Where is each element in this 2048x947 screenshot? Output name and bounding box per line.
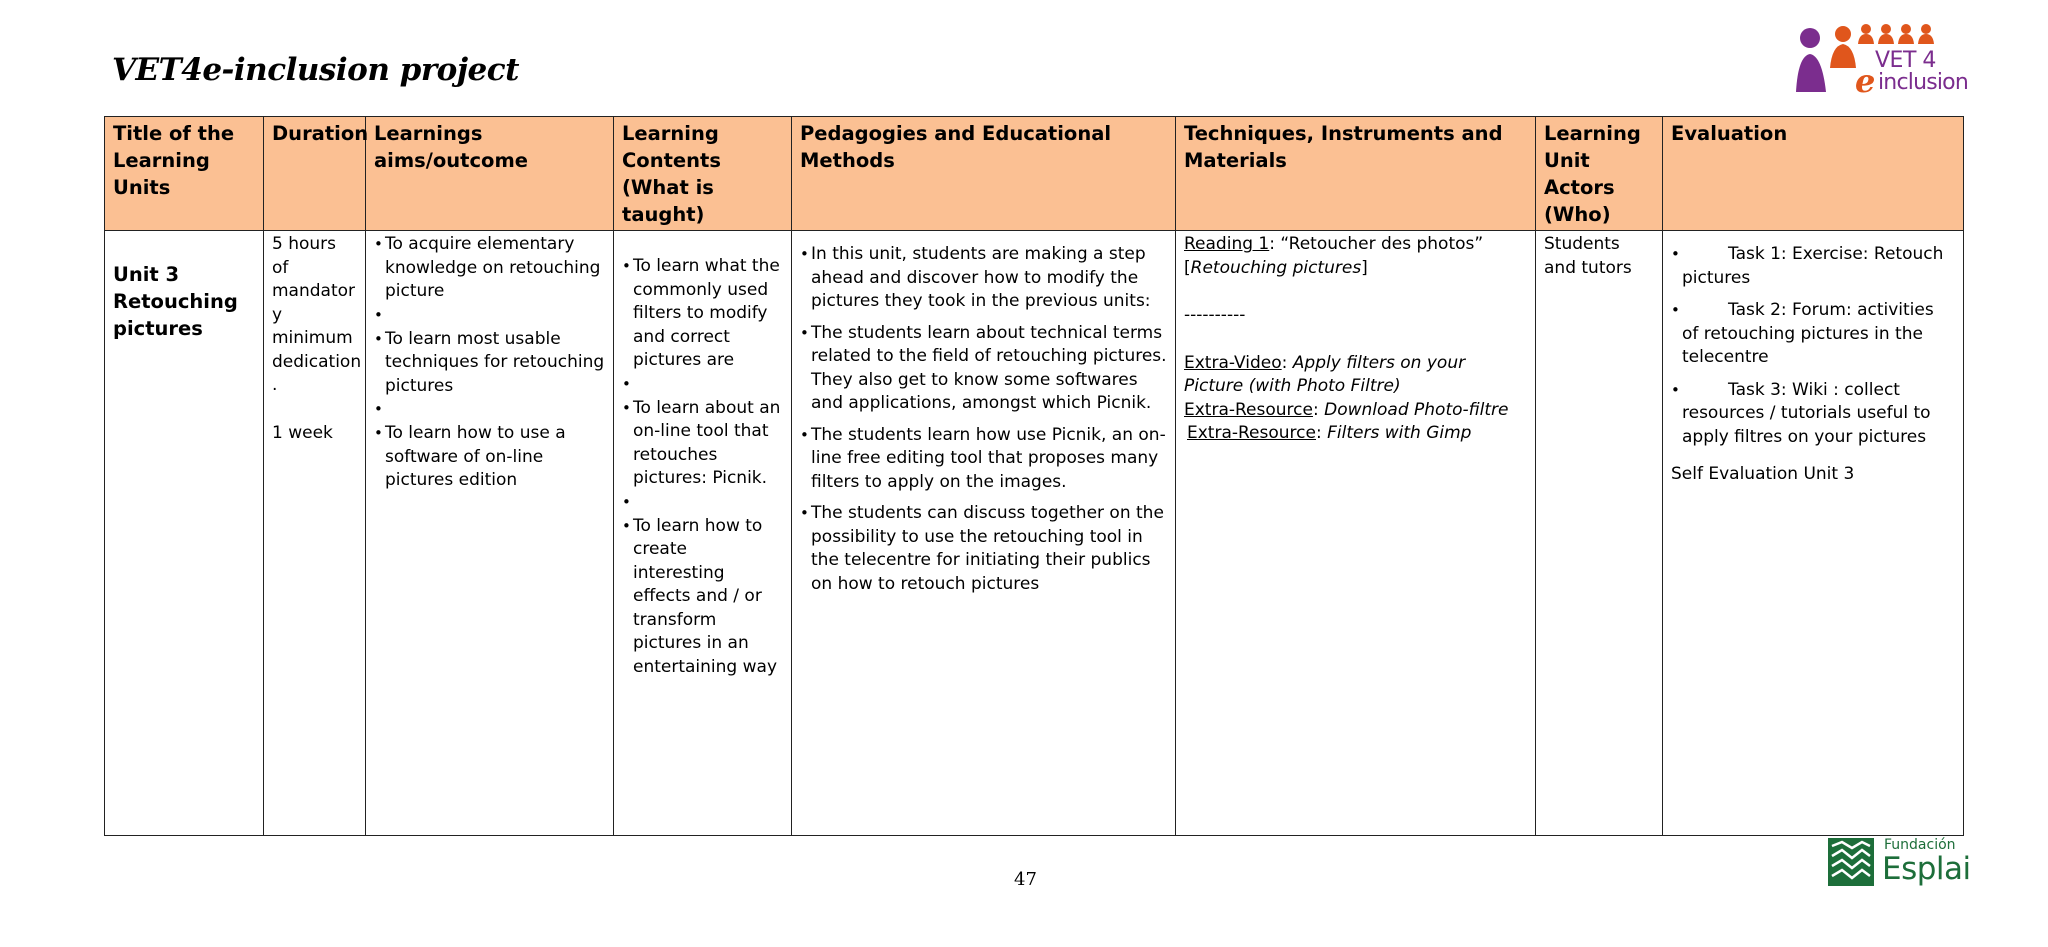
cell-actors: Students and tutors xyxy=(1536,231,1663,836)
header-actors: Learning Unit Actors (Who) xyxy=(1536,117,1663,231)
reading-link[interactable]: Reading 1 xyxy=(1184,234,1270,254)
content-item: • To learn what the commonly used filters to modify and correct pictures are xyxy=(622,255,783,373)
header-pedagogies: Pedagogies and Educational Methods xyxy=(792,117,1176,231)
esplai-logo-esplai: Esplai xyxy=(1882,851,1971,887)
cell-contents xyxy=(614,231,792,836)
extra-resource-line: Extra-Resource: Filters with Gimp xyxy=(1187,423,1472,443)
cell-unit-title xyxy=(105,231,264,836)
extra-video-line: Extra-Video: Apply filters on your Picture (with Photo Filtre) xyxy=(1184,352,1466,396)
evaluation-item: • Task 2: Forum: activities of retouching pictures in the telecentre xyxy=(1671,299,1955,370)
evaluation-item: • Task 1: Exercise: Retouch pictures xyxy=(1671,243,1955,290)
header-aims: Learnings aims/outcome xyxy=(366,117,614,231)
evaluation-item: • Task 3: Wiki : collect resources / tutorials useful to apply filtres on your pictures xyxy=(1671,379,1955,450)
reading-translation: [Retouching pictures] xyxy=(1184,257,1368,278)
content-item: • To learn about an on-line tool that retouches pictures: Picnik. xyxy=(622,397,783,491)
content-item: • To learn how to create interesting effects and / or transform pictures in an entertaining way xyxy=(622,515,783,680)
extra-resource-link[interactable]: Extra-Resource xyxy=(1184,399,1313,420)
header-evaluation: Evaluation xyxy=(1663,117,1964,231)
extra-resource-line: Extra-Resource: Download Photo-filtre xyxy=(1184,399,1509,420)
cell-evaluation xyxy=(1663,231,1964,836)
logo-vet-text: VET 4 xyxy=(1875,48,1936,73)
separator-text: ---------- xyxy=(1184,305,1246,325)
table-row xyxy=(105,231,1964,836)
aim-item: • To learn how to use a software of on-line pictures edition xyxy=(374,422,605,493)
esplai-logo-mark xyxy=(1828,838,1874,886)
aim-item: • To learn most usable techniques for retouching pictures xyxy=(374,328,605,399)
duration-week: 1 week xyxy=(272,422,333,443)
cell-pedagogies xyxy=(792,231,1176,836)
pedagogy-item: • The students learn about technical terms related to the field of retouching pictures. They also get to know some softwares and applications, amongst which Picnik. xyxy=(800,322,1167,416)
page-number: 47 xyxy=(1014,869,1037,890)
table-header-row xyxy=(105,117,1964,231)
logo-inclusion-text: inclusion xyxy=(1878,70,1968,95)
pedagogy-item: • In this unit, students are making a step ahead and discover how to modify the pictures they took in the previous units: xyxy=(800,243,1167,314)
cell-duration xyxy=(264,231,366,836)
aim-item: • To acquire elementary knowledge on retouching picture xyxy=(374,233,605,304)
pedagogy-item: • The students learn how use Picnik, an on-line free editing tool that proposes many filters to apply on the images. xyxy=(800,424,1167,495)
extra-video-link[interactable]: Extra-Video xyxy=(1184,352,1282,373)
unit-title: Unit 3 Retouching pictures xyxy=(113,263,238,340)
extra-resource-link[interactable]: Extra-Resource xyxy=(1187,423,1316,443)
cell-techniques xyxy=(1176,231,1536,836)
learning-unit-table xyxy=(104,116,1964,836)
header-duration: Duration xyxy=(264,117,366,231)
reading-line: Reading 1: “Retoucher des photos” xyxy=(1184,234,1484,254)
header-contents: Learning Contents (What is taught) xyxy=(614,117,792,231)
esplai-logo-fundacion: Fundación xyxy=(1884,837,1956,853)
header-title: Title of the Learning Units xyxy=(105,117,264,231)
document-title: VET4e-inclusion project xyxy=(112,52,519,88)
header-techniques: Techniques, Instruments and Materials xyxy=(1176,117,1536,231)
cell-aims xyxy=(366,231,614,836)
self-evaluation: Self Evaluation Unit 3 xyxy=(1671,464,1855,484)
duration-hours: 5 hours of mandator y minimum dedication . xyxy=(272,234,362,395)
logo-e-letter: e xyxy=(1855,62,1876,100)
pedagogy-item: • The students can discuss together on the possibility to use the retouching tool in the telecentre for initiating their publics on how to retouch pictures xyxy=(800,502,1167,596)
